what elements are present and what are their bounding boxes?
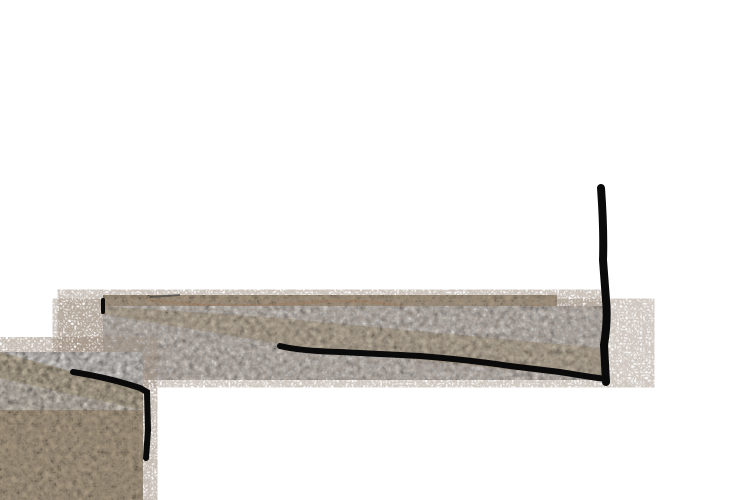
backsplash-edge-outline bbox=[601, 188, 607, 382]
